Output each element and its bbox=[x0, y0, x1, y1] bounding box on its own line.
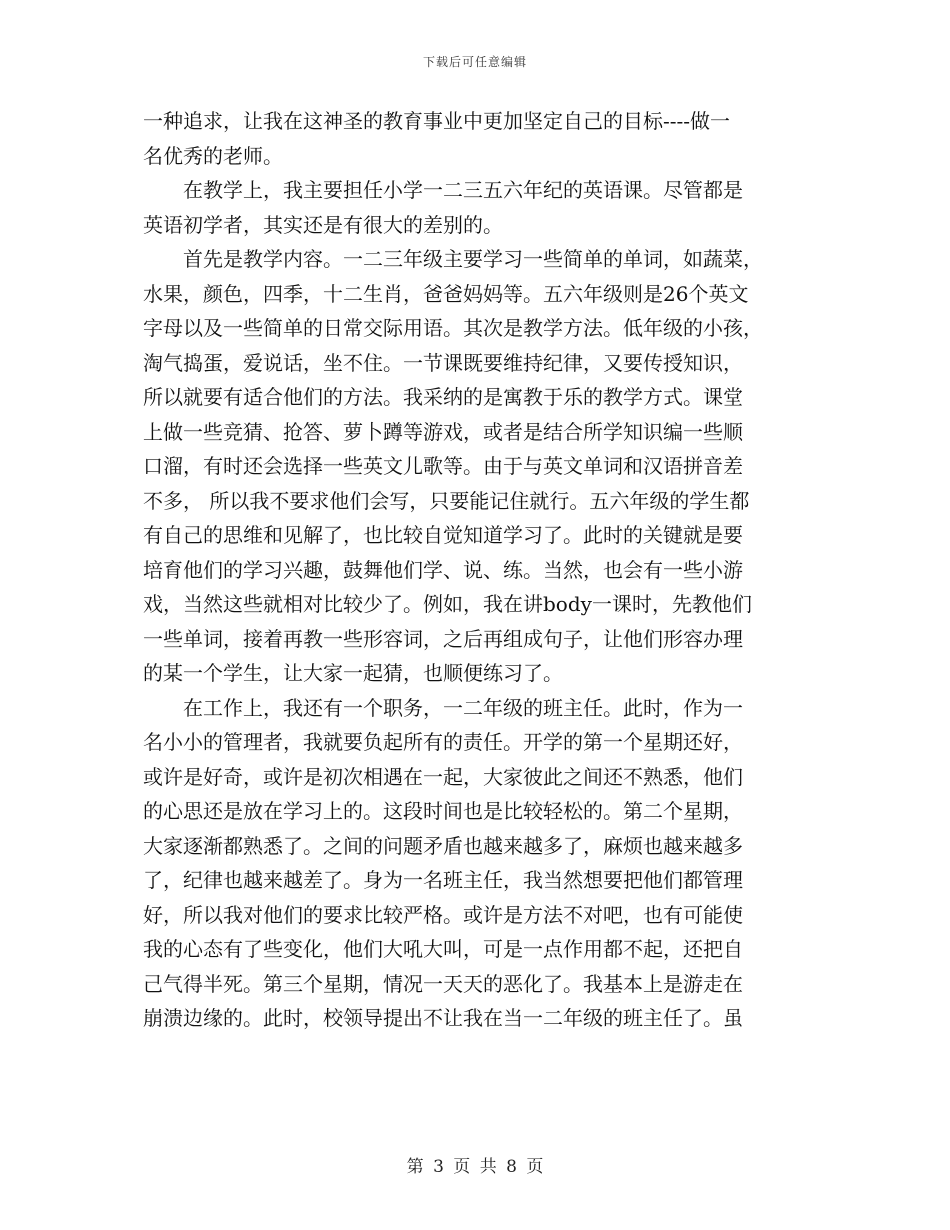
body-line: 一种追求，让我在这神圣的教育事业中更加坚定自己的目标----做一 bbox=[143, 109, 731, 133]
body-line: 我的心态有了些变化，他们大吼大叫，可是一点作用都不起，还把自 bbox=[143, 937, 743, 961]
body-line: 的某一个学生，让大家一起猜，也顺便练习了。 bbox=[143, 661, 563, 685]
body-line: 水果，颜色，四季，十二生肖，爸爸妈妈等。五六年级则是26个英文 bbox=[143, 281, 749, 306]
body-line: 首先是教学内容。一二三年级主要学习一些简单的单词，如蔬菜， bbox=[183, 247, 763, 271]
body-line: 淘气捣蛋，爱说话，坐不住。一节课既要维持纪律，又要传授知识， bbox=[143, 350, 743, 375]
body-line: 上做一些竞猜、抢答、萝卜蹲等游戏，或者是结合所学知识编一些顺 bbox=[143, 419, 743, 444]
body-line: 崩溃边缘的。此时，校领导提出不让我在当一二年级的班主任了。虽 bbox=[143, 1006, 743, 1030]
body-line: 英语初学者，其实还是有很大的差别的。 bbox=[143, 212, 503, 237]
body-line: 不多， 所以我不要求他们会写，只要能记住就行。五六年级的学生都 bbox=[143, 488, 750, 513]
body-line: 在教学上，我主要担任小学一二三五六年纪的英语课。尽管都是 bbox=[183, 178, 743, 202]
body-line: 培育他们的学习兴趣，鼓舞他们学、说、练。当然，也会有一些小游 bbox=[143, 557, 743, 582]
body-line: 或许是好奇，或许是初次相遇在一起，大家彼此之间还不熟悉，他们 bbox=[143, 764, 743, 789]
body-line: 所以就要有适合他们的方法。我采纳的是寓教于乐的教学方式。课堂 bbox=[143, 385, 743, 409]
document-body bbox=[143, 104, 809, 1036]
body-line: 大家逐渐都熟悉了。之间的问题矛盾也越来越多了，麻烦也越来越多 bbox=[143, 833, 743, 858]
body-line: 口溜，有时还会选择一些英文儿歌等。由于与英文单词和汉语拼音差 bbox=[143, 454, 743, 478]
body-line: 的心思还是放在学习上的。这段时间也是比较轻松的。第二个星期， bbox=[143, 799, 743, 823]
body-line: 好，所以我对他们的要求比较严格。或许是方法不对吧，也有可能使 bbox=[143, 902, 743, 927]
body-line: 戏，当然这些就相对比较少了。例如，我在讲body一课时，先教他们 bbox=[143, 592, 752, 616]
body-line: 己气得半死。第三个星期，情况一天天的恶化了。我基本上是游走在 bbox=[143, 971, 743, 996]
body-line: 有自己的思维和见解了，也比较自觉知道学习了。此时的关键就是要 bbox=[143, 523, 743, 547]
page-footer: 第 3 页 共 8 页 bbox=[406, 1157, 544, 1177]
body-line: 了，纪律也越来越差了。身为一名班主任，我当然想要把他们都管理 bbox=[143, 868, 743, 892]
page-header: 下载后可任意编辑 bbox=[422, 55, 527, 69]
body-line: 在工作上，我还有一个职务，一二年级的班主任。此时，作为一 bbox=[183, 695, 743, 720]
body-line: 一些单词，接着再教一些形容词，之后再组成句子，让他们形容办理 bbox=[143, 626, 743, 651]
body-line: 名优秀的老师。 bbox=[143, 143, 283, 168]
body-line: 名小小的管理者，我就要负起所有的责任。开学的第一个星期还好， bbox=[143, 730, 743, 754]
body-line: 字母以及一些简单的日常交际用语。其次是教学方法。低年级的小孩， bbox=[143, 316, 763, 340]
